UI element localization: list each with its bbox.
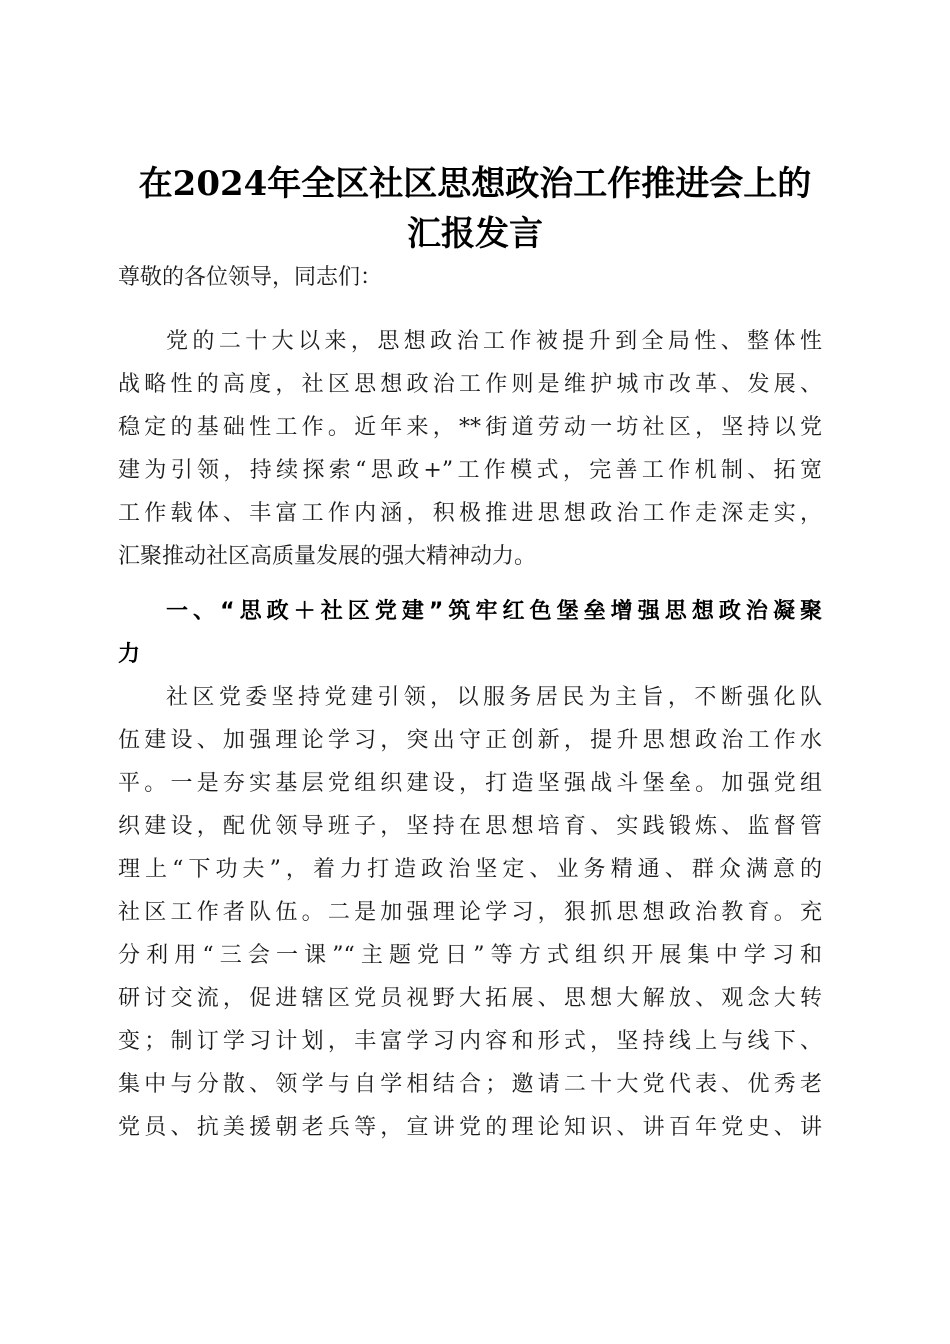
paragraph-line: 党的二十大以来，思想政治工作被提升到全局性、整体性 [166,329,822,354]
document-title [110,159,840,259]
paragraph-line: 理上“下功夫”，着力打造政治坚定、业务精通、群众满意的 [118,857,822,882]
paragraph-line: 伍建设、加强理论学习，突出守正创新，提升思想政治工作水 [118,728,822,753]
title-line-1: 在2024年全区社区思想政治工作推进会上的 [138,163,812,204]
paragraph-line: 平。一是夯实基层党组织建设，打造坚强战斗堡垒。加强党组 [118,771,822,796]
paragraph-line: 研讨交流，促进辖区党员视野大拓展、思想大解放、观念大转 [118,986,822,1011]
paragraph-line: 变；制订学习计划，丰富学习内容和形式，坚持线上与线下、 [118,1029,822,1054]
salutation: 尊敬的各位领导，同志们： [118,265,383,290]
paragraph-line: 工作载体、丰富工作内涵，积极推进思想政治工作走深走实， [118,501,822,526]
paragraph-line: 战略性的高度，社区思想政治工作则是维护城市改革、发展、 [118,372,822,397]
paragraph-line: 建为引领，持续探索“思政+”工作模式，完善工作机制、拓宽 [118,458,822,483]
section-heading-1 [118,590,822,676]
paragraph-intro [118,320,822,578]
paragraph-line: 汇聚推动社区高质量发展的强大精神动力。 [118,544,537,569]
paragraph-line: 稳定的基础性工作。近年来，**街道劳动一坊社区，坚持以党 [118,415,822,440]
title-line-2: 汇报发言 [407,213,543,254]
heading-line: 一、“思政＋社区党建”筑牢红色堡垒增强思想政治凝聚 [166,599,822,624]
paragraph-line: 党员、抗美援朝老兵等，宣讲党的理论知识、讲百年党史、讲 [118,1115,822,1140]
paragraph-line: 社区党委坚持党建引领，以服务居民为主旨，不断强化队 [166,685,822,710]
paragraph-section-1 [118,676,822,1149]
heading-line: 力 [118,642,141,667]
paragraph-line: 社区工作者队伍。二是加强理论学习，狠抓思想政治教育。充 [118,900,822,925]
paragraph-line: 织建设，配优领导班子，坚持在思想培育、实践锻炼、监督管 [118,814,822,839]
paragraph-line: 集中与分散、领学与自学相结合；邀请二十大党代表、优秀老 [118,1072,822,1097]
paragraph-line: 分利用“三会一课”“主题党日”等方式组织开展集中学习和 [118,943,822,968]
